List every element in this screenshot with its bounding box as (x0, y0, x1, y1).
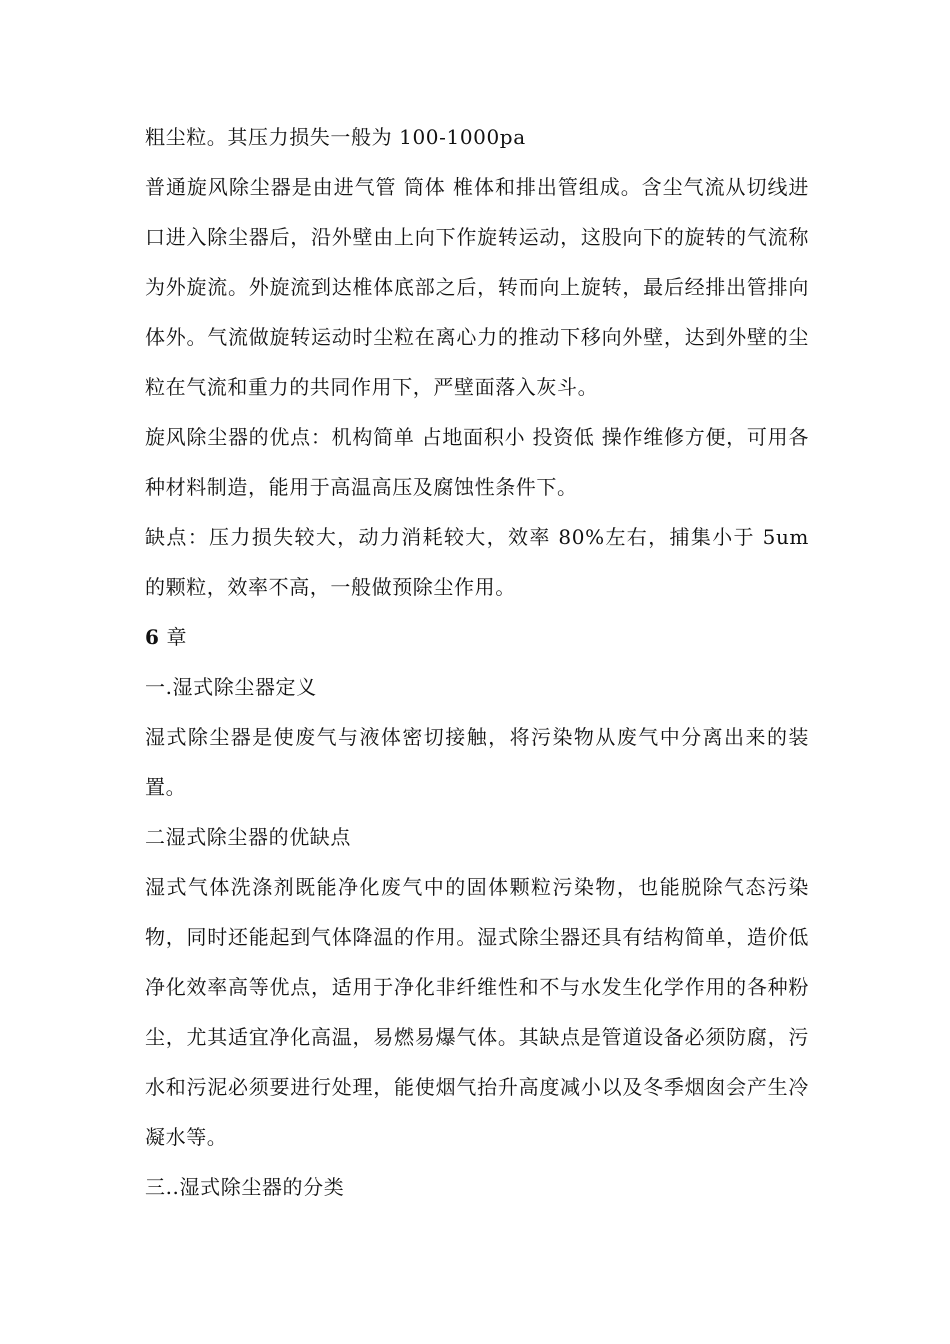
document-body (145, 112, 809, 1212)
section-heading-definition: 一.湿式除尘器定义 (145, 675, 317, 699)
paragraph-cyclone-structure: 普通旋风除尘器是由进气管 筒体 椎体和排出管组成。含尘气流从切线进口进入除尘器后，沿外壁由上向下作旋转运动，这股向下的旋转的气流称为外旋流。外旋流到达椎体底部之后，转而向上旋转，最后经排出管排向体外。气流做旋转运动时尘粒在离心力的推动下移向外壁，达到外壁的尘粒在气流和重力的共同作用下，严壁面落入灰斗。 (145, 175, 809, 399)
chapter-number: 6 (145, 625, 160, 649)
paragraph-cyclone-disadvantages: 缺点：压力损失较大，动力消耗较大，效率 80%左右，捕集小于 5um 的颗粒，效率不高，一般做预除尘作用。 (145, 525, 809, 599)
section-heading-classification: 三..湿式除尘器的分类 (145, 1175, 345, 1199)
paragraph-pros-cons: 湿式气体洗涤剂既能净化废气中的固体颗粒污染物，也能脱除气态污染物，同时还能起到气体降温的作用。湿式除尘器还具有结构简单，造价低净化效率高等优点，适用于净化非纤维性和不与水发生化学作用的各种粉尘，尤其适宜净化高温，易燃易爆气体。其缺点是管道设备必须防腐，污水和污泥必须要进行处理，能使烟气抬升高度减小以及冬季烟囱会产生冷凝水等。 (145, 875, 809, 1149)
paragraph-definition: 湿式除尘器是使废气与液体密切接触，将污染物从废气中分离出来的装置。 (145, 725, 809, 799)
paragraph-pressure-loss: 粗尘粒。其压力损失一般为 100-1000pa (145, 125, 526, 149)
section-heading-pros-cons: 二湿式除尘器的优缺点 (145, 825, 351, 849)
chapter-suffix: 章 (159, 625, 188, 649)
chapter-heading (145, 612, 809, 662)
paragraph-cyclone-advantages: 旋风除尘器的优点：机构简单 占地面积小 投资低 操作维修方便，可用各种材料制造，能用于高温高压及腐蚀性条件下。 (145, 425, 809, 499)
